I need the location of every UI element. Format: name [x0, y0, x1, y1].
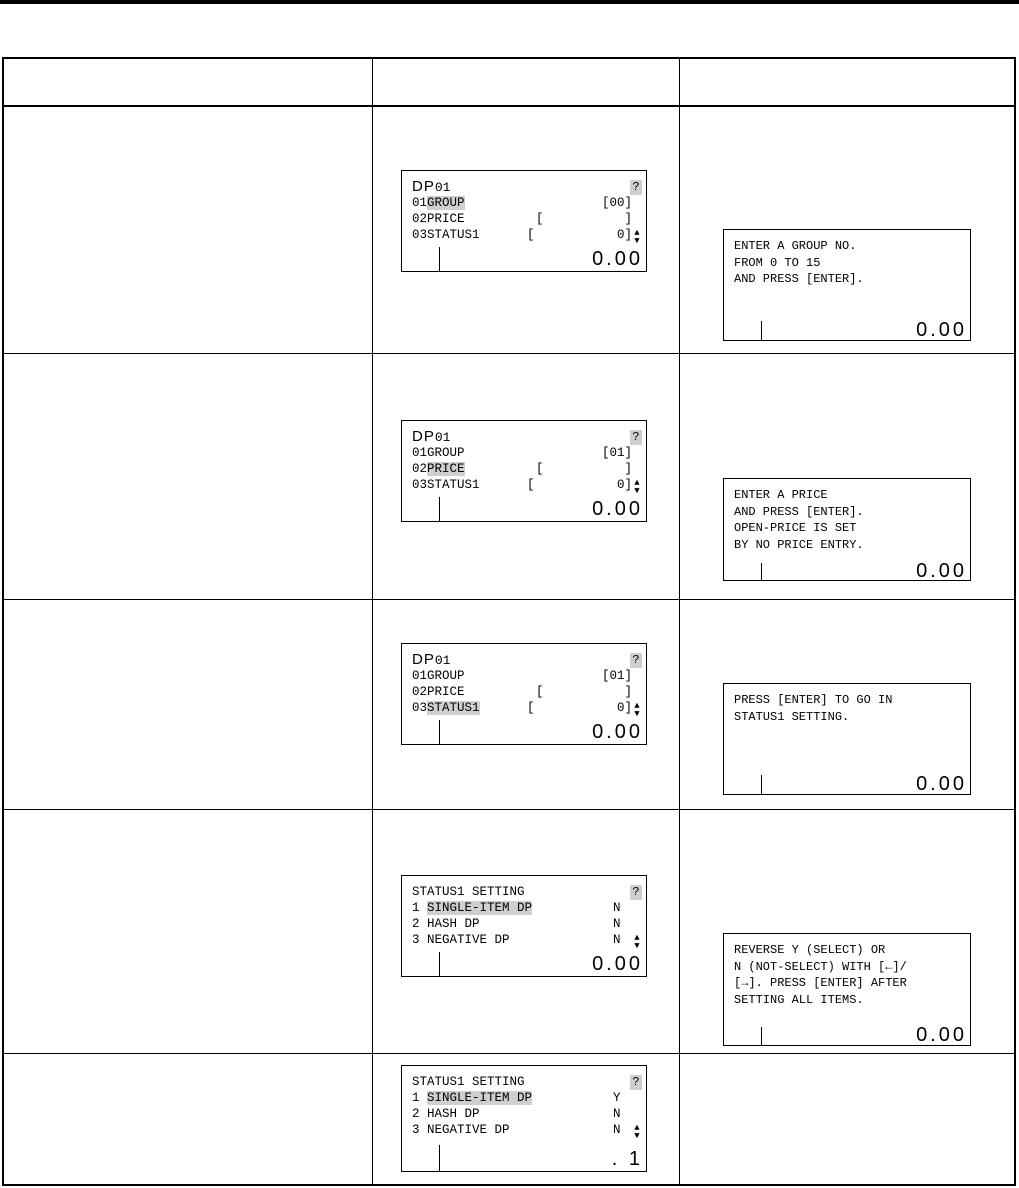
- question-icon: ?: [630, 1075, 642, 1090]
- menu-line-group: 01GROUP: [412, 196, 465, 210]
- status-item-1: 1 SINGLE-ITEM DP: [412, 901, 533, 915]
- display-title: STATUS1 SETTING: [412, 885, 525, 899]
- menu-line-price: 02PRICE: [412, 462, 465, 476]
- amount-value: 0.00: [592, 953, 643, 975]
- amount-area: [439, 1145, 647, 1172]
- price-bracket: [: [536, 212, 544, 226]
- amount-area: [439, 497, 647, 522]
- display-title: DP01: [412, 428, 451, 445]
- guidance-screen-step4: [723, 933, 971, 1046]
- menu-line-group: 01GROUP: [412, 446, 465, 460]
- guidance-screen-step3: [723, 683, 971, 795]
- status-setting-screen-step4: [401, 875, 647, 977]
- status-setting-screen-step5: [401, 1065, 647, 1172]
- status-item-2: 2 HASH DP: [412, 917, 480, 931]
- status-item-2-value: N: [613, 917, 621, 931]
- amount-area: [439, 720, 647, 745]
- status-item-2-value: N: [613, 1107, 621, 1121]
- row-divider-2: [4, 599, 1014, 600]
- amount-value: 0.00: [916, 773, 967, 795]
- display-title: DP01: [412, 651, 451, 668]
- status-item-1: 1 SINGLE-ITEM DP: [412, 1091, 533, 1105]
- column-divider-2: [679, 59, 680, 1184]
- question-icon: ?: [630, 653, 642, 668]
- scroll-updown-icon: ▲ ▼: [634, 933, 640, 951]
- amount-value: 0.00: [916, 560, 967, 582]
- top-rule: [0, 0, 1019, 4]
- amount-area: [439, 952, 647, 977]
- group-value: [01]: [601, 446, 632, 460]
- guidance-screen-step1: [723, 229, 971, 341]
- display-screen-step1: [401, 170, 647, 272]
- scroll-updown-icon: ▲ ▼: [634, 228, 640, 246]
- status-item-3: 3 NEGATIVE DP: [412, 1123, 510, 1137]
- amount-value: . 1: [611, 1148, 643, 1170]
- status-item-3-value: N: [613, 933, 621, 947]
- guidance-text: ENTER A GROUP NO. FROM 0 TO 15 AND PRESS [ENTER].: [734, 239, 864, 286]
- status1-bracket: [: [527, 478, 535, 492]
- menu-line-status1: 03STATUS1: [412, 701, 480, 715]
- column-divider-1: [372, 59, 373, 1184]
- amount-area: [761, 321, 971, 341]
- amount-value: 0.00: [592, 248, 643, 270]
- question-icon: ?: [630, 885, 642, 900]
- amount-value: 0.00: [916, 319, 967, 341]
- scroll-updown-icon: ▲ ▼: [634, 701, 640, 719]
- row-divider-3: [4, 809, 1014, 810]
- price-value: ]: [624, 685, 632, 699]
- scroll-updown-icon: ▲ ▼: [634, 478, 640, 496]
- guidance-screen-step2: [723, 478, 971, 581]
- status-item-2: 2 HASH DP: [412, 1107, 480, 1121]
- display-title: DP01: [412, 178, 451, 195]
- amount-value: 0.00: [592, 498, 643, 520]
- amount-area: [761, 775, 971, 795]
- status1-value: 0]: [616, 228, 632, 242]
- question-icon: ?: [630, 430, 642, 445]
- menu-line-status1: 03STATUS1: [412, 478, 480, 492]
- guidance-text: PRESS [ENTER] TO GO IN STATUS1 SETTING.: [734, 693, 893, 724]
- group-value: [00]: [601, 196, 632, 210]
- header-divider: [4, 105, 1014, 107]
- menu-line-group: 01GROUP: [412, 669, 465, 683]
- status-item-1-value: Y: [613, 1091, 621, 1105]
- question-icon: ?: [630, 180, 642, 195]
- guidance-text: ENTER A PRICE AND PRESS [ENTER]. OPEN-PRICE IS SET BY NO PRICE ENTRY.: [734, 488, 864, 552]
- menu-line-price: 02PRICE: [412, 212, 465, 226]
- menu-line-price: 02PRICE: [412, 685, 465, 699]
- amount-value: 0.00: [916, 1024, 967, 1046]
- status1-bracket: [: [527, 701, 535, 715]
- display-screen-step2: [401, 420, 647, 522]
- group-value: [01]: [601, 669, 632, 683]
- status-item-1-value: N: [613, 901, 621, 915]
- status1-value: 0]: [616, 701, 632, 715]
- price-value: ]: [624, 212, 632, 226]
- display-screen-step3: [401, 643, 647, 745]
- row-divider-4: [4, 1053, 1014, 1054]
- scroll-updown-icon: ▲ ▼: [634, 1123, 640, 1141]
- status1-bracket: [: [527, 228, 535, 242]
- price-bracket: [: [536, 462, 544, 476]
- amount-value: 0.00: [592, 721, 643, 743]
- status1-value: 0]: [616, 478, 632, 492]
- status-item-3-value: N: [613, 1123, 621, 1137]
- amount-area: [761, 560, 971, 582]
- amount-area: [439, 247, 647, 272]
- row-divider-1: [4, 353, 1014, 354]
- amount-area: [761, 1024, 971, 1046]
- guidance-text: REVERSE Y (SELECT) OR N (NOT-SELECT) WITH [←]/ [→]. PRESS [ENTER] AFTER SETTING ALL ITEMS.: [734, 943, 907, 1007]
- status-item-3: 3 NEGATIVE DP: [412, 933, 510, 947]
- price-bracket: [: [536, 685, 544, 699]
- display-title: STATUS1 SETTING: [412, 1075, 525, 1089]
- menu-line-status1: 03STATUS1: [412, 228, 480, 242]
- price-value: ]: [624, 462, 632, 476]
